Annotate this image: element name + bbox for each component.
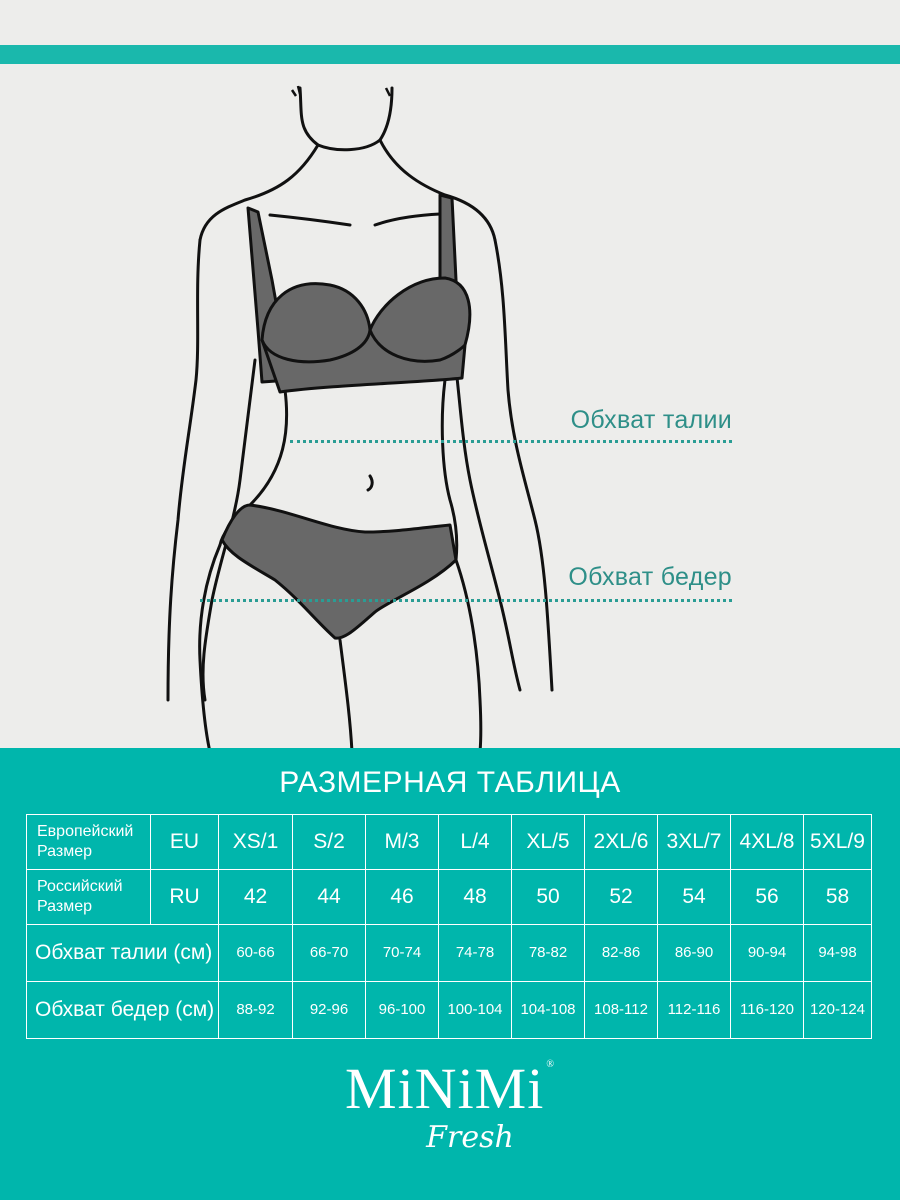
hips-measure-label: Обхват бедер	[568, 563, 732, 591]
table-cell: 120-124	[804, 982, 872, 1039]
table-cell: 42	[219, 870, 293, 925]
table-cell: 112-116	[658, 982, 731, 1039]
hips-row-label: Обхват бедер (см)	[27, 982, 219, 1039]
table-cell: 54	[658, 870, 731, 925]
brand-name-text: MiNiMi	[345, 1056, 545, 1121]
ru-row-label: Российский Размер	[27, 870, 151, 925]
table-cell: 96-100	[366, 982, 439, 1039]
table-cell: 60-66	[219, 925, 293, 982]
eu-row-label: Европейский Размер	[27, 815, 151, 870]
table-cell: 50	[512, 870, 585, 925]
table-cell: 52	[585, 870, 658, 925]
waist-measure-line	[290, 440, 732, 443]
table-cell: 92-96	[293, 982, 366, 1039]
table-cell: 66-70	[293, 925, 366, 982]
table-cell: 108-112	[585, 982, 658, 1039]
table-cell: 44	[293, 870, 366, 925]
size-table	[26, 814, 872, 1039]
table-cell: 56	[731, 870, 804, 925]
table-row-ru	[27, 870, 872, 925]
table-cell: 46	[366, 870, 439, 925]
table-cell: 70-74	[366, 925, 439, 982]
table-cell: 4XL/8	[731, 815, 804, 870]
table-cell: 82-86	[585, 925, 658, 982]
waist-row-label: Обхват талии (см)	[27, 925, 219, 982]
table-cell: M/3	[366, 815, 439, 870]
table-cell: 78-82	[512, 925, 585, 982]
table-cell: 58	[804, 870, 872, 925]
table-cell: XS/1	[219, 815, 293, 870]
table-cell: 86-90	[658, 925, 731, 982]
top-accent-band	[0, 45, 900, 64]
table-cell: 5XL/9	[804, 815, 872, 870]
table-row-hips	[27, 982, 872, 1039]
table-cell: 100-104	[439, 982, 512, 1039]
table-row-waist	[27, 925, 872, 982]
table-cell: 104-108	[512, 982, 585, 1039]
table-cell: 116-120	[731, 982, 804, 1039]
body-figure-illustration	[0, 64, 900, 754]
table-cell: 3XL/7	[658, 815, 731, 870]
brand-logo	[0, 1056, 900, 1155]
size-table-title: РАЗМЕРНАЯ ТАБЛИЦА	[279, 766, 621, 799]
brand-line: Fresh	[426, 1120, 514, 1155]
table-cell: 2XL/6	[585, 815, 658, 870]
hips-measure-line	[200, 599, 732, 602]
table-cell: 90-94	[731, 925, 804, 982]
table-cell: 74-78	[439, 925, 512, 982]
waist-measure-label: Обхват талии	[570, 406, 732, 434]
table-row-eu	[27, 815, 872, 870]
registered-mark: ®	[546, 1059, 555, 1070]
table-cell: 88-92	[219, 982, 293, 1039]
ru-code: RU	[151, 870, 219, 925]
table-cell: 48	[439, 870, 512, 925]
table-cell: L/4	[439, 815, 512, 870]
table-cell: 94-98	[804, 925, 872, 982]
eu-code: EU	[151, 815, 219, 870]
table-cell: XL/5	[512, 815, 585, 870]
brand-name	[0, 1056, 900, 1121]
table-cell: S/2	[293, 815, 366, 870]
